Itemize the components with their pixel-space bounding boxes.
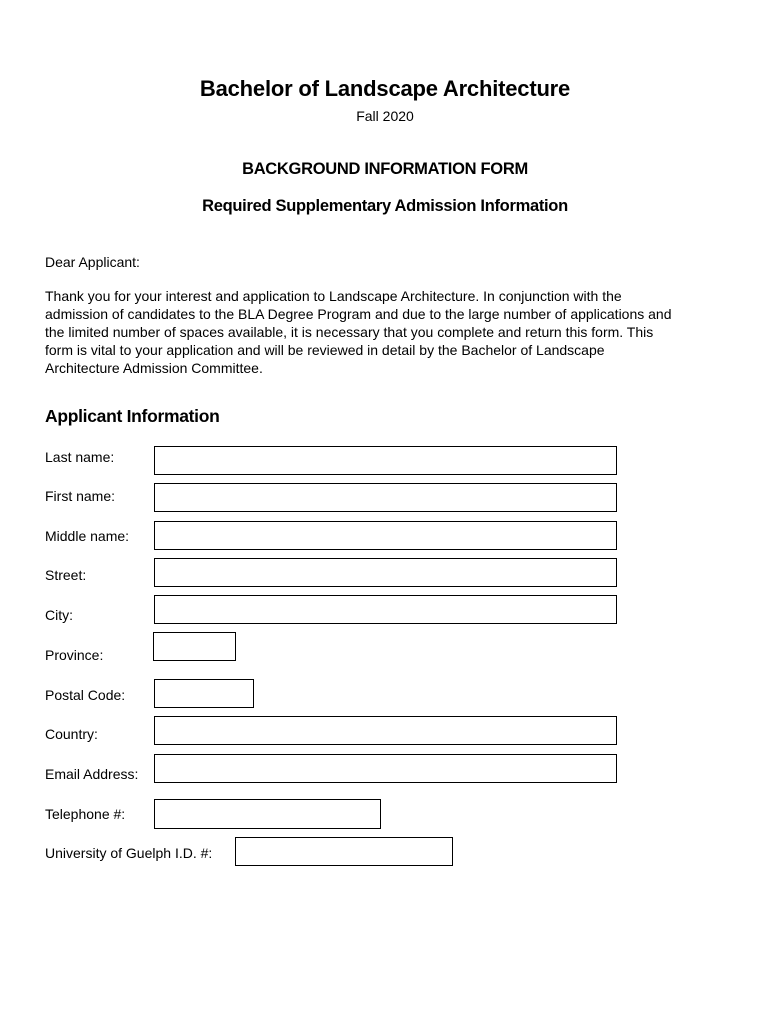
intro-line: the limited number of spaces available, it is necessary that you complete and return this form. This xyxy=(45,324,654,340)
middle-name-field[interactable] xyxy=(154,521,617,550)
form-title: BACKGROUND INFORMATION FORM xyxy=(242,160,528,178)
intro-line: form is vital to your application and will be reviewed in detail by the Bachelor of Landscape xyxy=(45,342,605,358)
city-label: City: xyxy=(45,607,73,623)
postal-code-field[interactable] xyxy=(154,679,254,708)
greeting: Dear Applicant: xyxy=(45,254,140,270)
last-name-label: Last name: xyxy=(45,449,115,465)
program-title: Bachelor of Landscape Architecture xyxy=(199,76,571,101)
term-label: Fall 2020 xyxy=(356,108,414,124)
email-address-field[interactable] xyxy=(154,754,617,783)
intro-paragraph xyxy=(45,287,735,377)
first-name-label: First name: xyxy=(45,488,116,504)
middle-name-label: Middle name: xyxy=(45,528,130,544)
telephone-field[interactable] xyxy=(154,799,381,829)
telephone-label: Telephone #: xyxy=(45,806,126,822)
intro-line: Architecture Admission Committee. xyxy=(45,360,263,376)
intro-line: Thank you for your interest and application to Landscape Architecture. In conjunction with the xyxy=(45,288,622,304)
street-field[interactable] xyxy=(154,558,617,587)
intro-line: admission of candidates to the BLA Degree Program and due to the large number of applications and xyxy=(45,306,672,322)
postal-code-label: Postal Code: xyxy=(45,687,126,703)
email-address-label: Email Address: xyxy=(45,766,139,782)
university-id-label: University of Guelph I.D. #: xyxy=(45,845,213,861)
province-label: Province: xyxy=(45,647,104,663)
country-field[interactable] xyxy=(154,716,617,745)
province-field[interactable] xyxy=(153,632,236,661)
country-label: Country: xyxy=(45,726,98,742)
city-field[interactable] xyxy=(154,595,617,624)
last-name-field[interactable] xyxy=(154,446,617,475)
section-heading-applicant-information: Applicant Information xyxy=(45,406,220,426)
university-id-field[interactable] xyxy=(235,837,453,866)
form-subtitle: Required Supplementary Admission Information xyxy=(202,197,568,215)
first-name-field[interactable] xyxy=(154,483,617,512)
street-label: Street: xyxy=(45,567,87,583)
